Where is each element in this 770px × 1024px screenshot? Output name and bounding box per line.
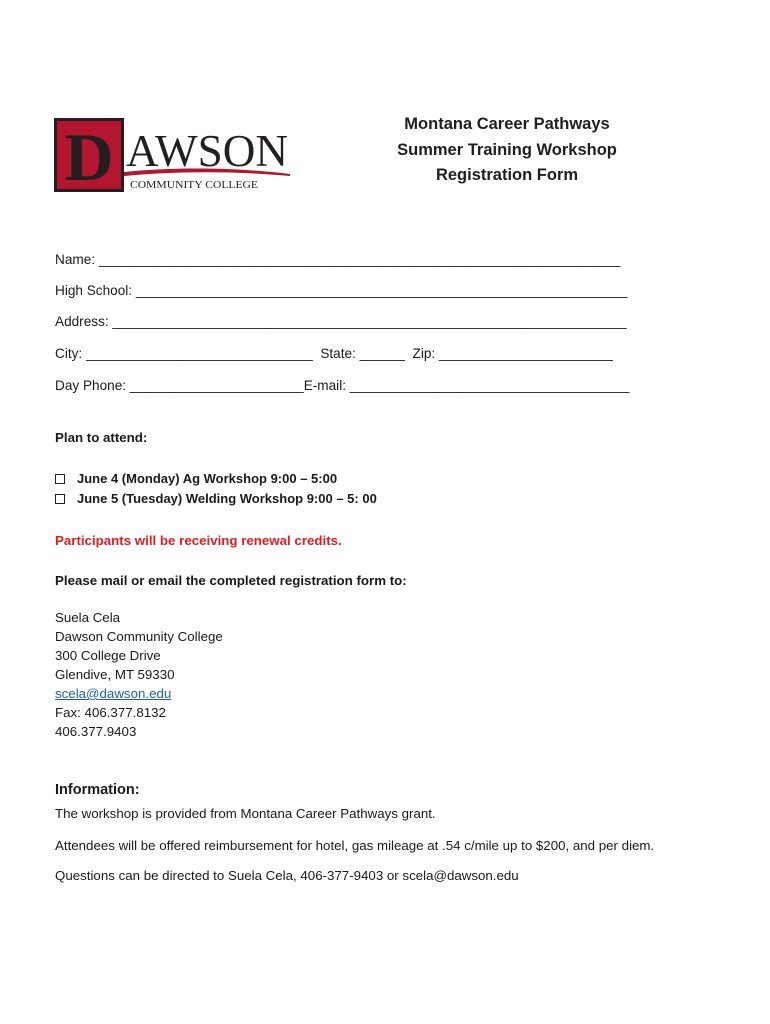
high-school-field[interactable]: High School: _________________________________________________________________ bbox=[55, 283, 628, 298]
contact-email-link[interactable]: scela@dawson.edu bbox=[55, 686, 172, 701]
form-title bbox=[360, 112, 654, 189]
contact-street: 300 College Drive bbox=[55, 648, 161, 663]
title-line-3: Registration Form bbox=[435, 166, 579, 184]
option-label: June 4 (Monday) Ag Workshop 9:00 – 5:00 bbox=[77, 471, 338, 486]
option-label: June 5 (Tuesday) Welding Workshop 9:00 – 5: 00 bbox=[77, 491, 377, 506]
contact-fax: Fax: 406.377.8132 bbox=[55, 705, 166, 720]
contact-block bbox=[55, 608, 223, 741]
info-line-1: The workshop is provided from Montana Career Pathways grant. bbox=[55, 806, 436, 821]
info-line-3: Questions can be directed to Suela Cela, 406-377-9403 or scela@dawson.edu bbox=[55, 868, 519, 883]
title-line-1: Montana Career Pathways bbox=[404, 115, 610, 133]
name-field[interactable]: Name: _____________________________________________________________________ bbox=[55, 252, 621, 267]
option-ag-workshop[interactable] bbox=[55, 470, 337, 488]
contact-city: Glendive, MT 59330 bbox=[55, 667, 175, 682]
mail-heading: Please mail or email the completed registration form to: bbox=[55, 573, 407, 588]
info-line-2: Attendees will be offered reimbursement for hotel, gas mileage at .54 c/mile up to $200, and per diem. bbox=[55, 838, 655, 853]
title-line-2: Summer Training Workshop bbox=[397, 140, 617, 159]
contact-name: Suela Cela bbox=[55, 610, 121, 625]
checkbox[interactable] bbox=[55, 474, 65, 484]
logo-letter: D bbox=[64, 119, 114, 192]
option-welding-workshop[interactable] bbox=[55, 490, 377, 508]
info-heading: Information: bbox=[55, 782, 140, 798]
dawson-logo-graphic bbox=[54, 118, 294, 192]
contact-phone: 406.377.9403 bbox=[55, 724, 137, 739]
logo-tagline: COMMUNITY COLLEGE bbox=[130, 179, 259, 191]
contact-org: Dawson Community College bbox=[55, 629, 223, 644]
logo-word: AWSON bbox=[126, 126, 288, 176]
address-field[interactable]: Address: ____________________________________________________________________ bbox=[55, 314, 627, 329]
dawson-logo bbox=[54, 118, 294, 192]
phone-email-field[interactable]: Day Phone: _______________________E-mail: _____________________________________ bbox=[55, 378, 630, 393]
city-state-zip-field[interactable]: City: ______________________________ State: ______ Zip: _______________________ bbox=[55, 346, 613, 361]
plan-heading: Plan to attend: bbox=[55, 430, 148, 445]
renewal-credits-notice: Participants will be receiving renewal credits. bbox=[55, 533, 342, 548]
checkbox[interactable] bbox=[55, 494, 65, 504]
